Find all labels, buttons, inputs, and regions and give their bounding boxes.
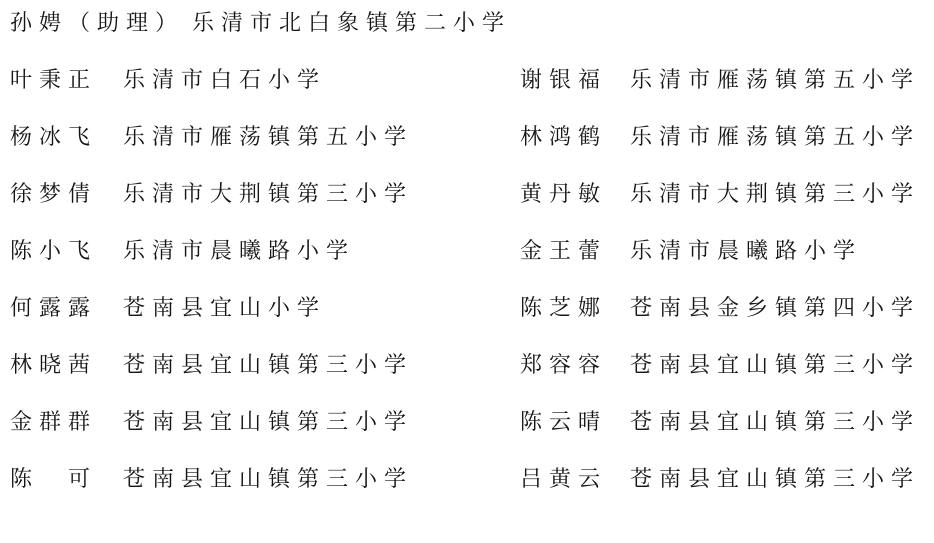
header-line	[10, 12, 934, 35]
entry-school: 苍南县宜山小学	[123, 296, 327, 321]
entry-name: 吕黄云	[520, 467, 608, 492]
entry-name: 杨冰飞	[10, 125, 98, 150]
entry-name: 陈 可	[10, 467, 98, 492]
entry-school: 乐清市大荆镇第三小学	[630, 182, 921, 207]
entry-name: 叶秉正	[10, 68, 98, 93]
entry-school: 苍南县金乡镇第四小学	[630, 296, 921, 321]
entry-name: 林鸿鹤	[520, 125, 608, 150]
entry-school: 苍南县宜山镇第三小学	[123, 353, 414, 378]
entry-school: 苍南县宜山镇第三小学	[123, 410, 414, 435]
entry-name: 陈小飞	[10, 239, 98, 264]
entry-school: 苍南县宜山镇第三小学	[123, 467, 414, 492]
entry-school: 乐清市雁荡镇第五小学	[630, 125, 921, 150]
entry-school: 乐清市白石小学	[123, 68, 327, 93]
roster-row	[10, 69, 934, 92]
entry-school: 乐清市大荆镇第三小学	[123, 182, 414, 207]
entry-school: 苍南县宜山镇第三小学	[630, 353, 921, 378]
entry-school: 苍南县宜山镇第三小学	[630, 410, 921, 435]
entry-name: 陈云晴	[520, 410, 608, 435]
entry-school: 乐清市雁荡镇第五小学	[123, 125, 414, 150]
entry-school: 苍南县宜山镇第三小学	[630, 467, 921, 492]
roster-row	[10, 240, 934, 263]
entry-name: 谢银福	[520, 68, 608, 93]
roster-row	[10, 354, 934, 377]
entry-name: 陈芝娜	[520, 296, 608, 321]
roster-row	[10, 411, 934, 434]
entry-name: 金王蕾	[520, 239, 608, 264]
entry-name: 黄丹敏	[520, 182, 608, 207]
entry-name: 金群群	[10, 410, 98, 435]
roster-row	[10, 183, 934, 206]
entry-name: 何露露	[10, 296, 98, 321]
assistant-name: 孙娉（助理）	[10, 11, 185, 36]
entry-name: 徐梦倩	[10, 182, 98, 207]
entry-school: 乐清市晨曦路小学	[123, 239, 356, 264]
entry-school: 乐清市雁荡镇第五小学	[630, 68, 921, 93]
entry-name: 郑容容	[520, 353, 608, 378]
assistant-school: 乐清市北白象镇第二小学	[192, 11, 512, 36]
roster-row	[10, 126, 934, 149]
roster-row	[10, 297, 934, 320]
roster-row	[10, 468, 934, 491]
entry-school: 乐清市晨曦路小学	[630, 239, 863, 264]
entry-name: 林晓茜	[10, 353, 98, 378]
